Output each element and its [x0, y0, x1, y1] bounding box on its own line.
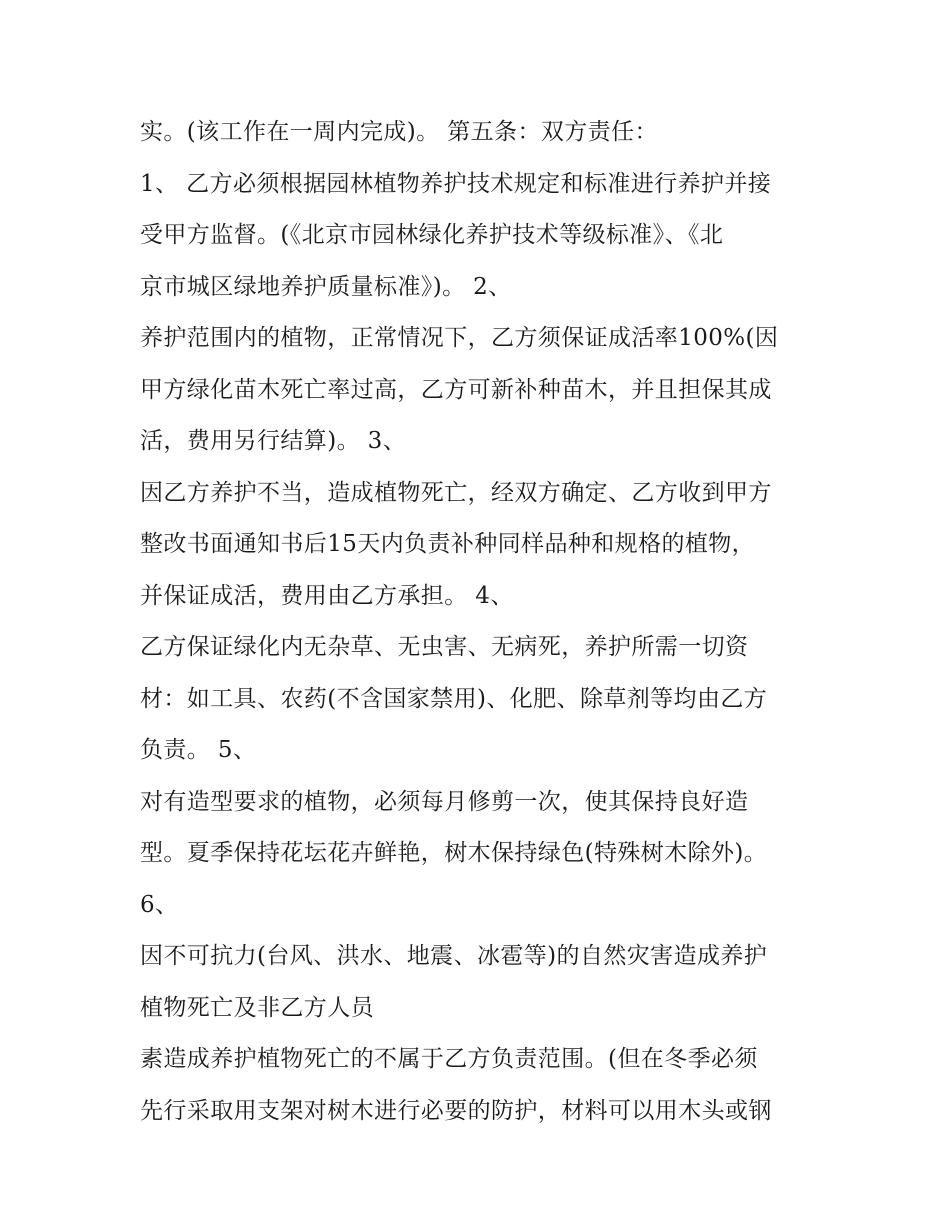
text-line: 6、	[140, 891, 179, 918]
text-line: 1、 乙方必须根据园林植物养护技术规定和标准进行养护并接	[140, 170, 772, 197]
text-line: 甲方绿化苗木死亡率过高，乙方可新补种苗木，并且担保其成	[140, 376, 772, 403]
text-line: 植物死亡及非乙方人员	[140, 994, 374, 1021]
text-line: 乙方保证绿化内无杂草、无虫害、无病死，养护所需一切资	[140, 634, 749, 660]
text-line: 素造成养护植物死亡的不属于乙方负责范围。(但在冬季必须	[140, 1046, 758, 1072]
text-line: 因不可抗力(台风、洪水、地震、冰雹等)的自然灾害造成养护	[140, 943, 768, 969]
text-line: 活，费用另行结算)。 3、	[140, 428, 407, 454]
text-line: 因乙方养护不当，造成植物死亡，经双方确定、乙方收到甲方	[140, 479, 772, 506]
text-line: 整改书面通知书后15天内负责补种同样品种和规格的植物，	[140, 531, 756, 557]
text-line: 养护范围内的植物，正常情况下，乙方须保证成活率100%(因	[140, 325, 779, 351]
text-line: 实。(该工作在一周内完成)。 第五条：双方责任：	[140, 119, 658, 145]
text-line: 对有造型要求的植物，必须每月修剪一次，使其保持良好造	[140, 788, 749, 815]
text-line: 型。夏季保持花坛花卉鲜艳，树木保持绿色(特殊树木除外)。	[140, 840, 768, 866]
text-line: 材：如工具、农药(不含国家禁用)、化肥、除草剂等均由乙方	[140, 685, 768, 712]
document-body	[140, 107, 830, 1137]
text-line: 受甲方监督。(《北京市园林绿化养护技术等级标准》、《北	[140, 222, 724, 248]
text-line: 京市城区绿地养护质量标准》)。 2、	[140, 273, 512, 300]
text-line: 先行采取用支架对树木进行必要的防护，材料可以用木头或钢	[140, 1097, 772, 1124]
text-line: 并保证成活，费用由乙方承担。 4、	[140, 582, 514, 609]
text-line: 负责。 5、	[140, 737, 257, 763]
